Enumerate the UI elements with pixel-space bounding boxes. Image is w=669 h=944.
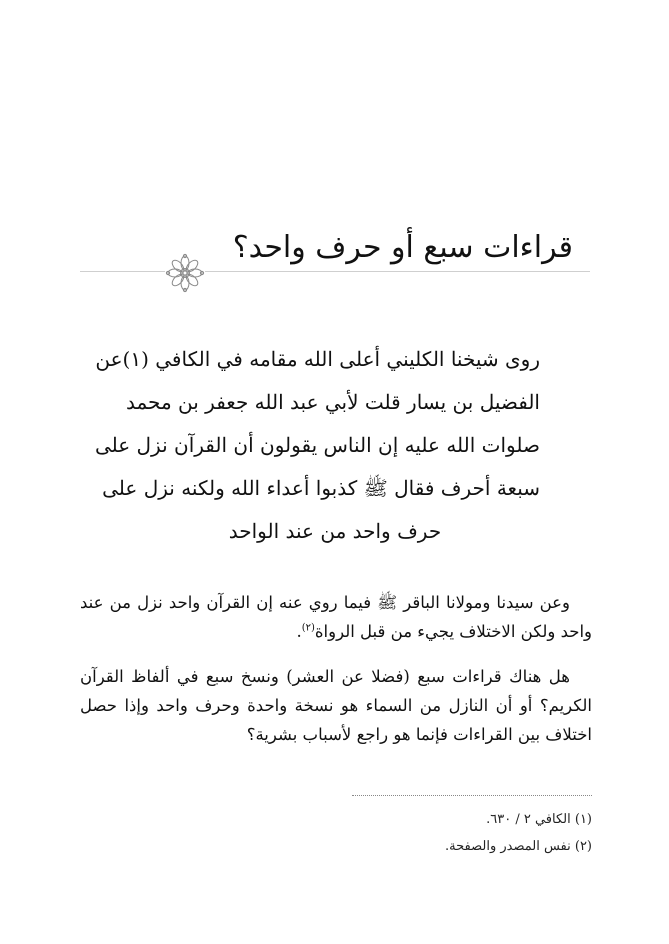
hadith-line: صلوات الله عليه إن الناس يقولون أن القرآن نزل على <box>94 433 540 457</box>
footnotes <box>300 806 592 860</box>
body-paragraph: هل هناك قراءات سبع (فضلا عن العشر) ونسخ سبع في ألفاظ القرآن الكريم؟ أو أن النازل من السماء هو نسخة واحدة وحرف واحد وإذا حصل اختلاف بين القراءات فإنما هو راجع لأسباب بشرية؟ <box>80 667 592 744</box>
chapter-title: قراءات سبع أو حرف واحد؟ <box>232 230 573 265</box>
paragraph-end-mark: . <box>296 622 302 641</box>
hadith-line: الفضيل بن يسار قلت لأبي عبد الله جعفر بن محمد <box>125 390 540 414</box>
title-divider <box>80 271 590 272</box>
body-paragraph <box>80 588 592 646</box>
paragraph-text: وعن سيدنا ومولانا الباقر ﷺ فيما روي عنه إن القرآن واحد نزل من عند واحد ولكن الاختلاف يجيء من قبل الرواة <box>80 593 592 641</box>
hadith-line: سبعة أحرف فقال ﷺ كذبوا أعداء الله ولكنه نزل على <box>102 476 540 500</box>
floral-ornament-icon <box>165 253 205 293</box>
hadith-quote <box>94 338 540 553</box>
footnote-reference[interactable]: (٢) <box>301 622 315 634</box>
hadith-line: روى شيخنا الكليني أعلى الله مقامه في الكافي (١)عن <box>95 347 540 371</box>
footnote-item: (١) الكافي ٢ / ٦٣٠. <box>486 812 592 827</box>
footnote-item: (٢) نفس المصدر والصفحة. <box>445 839 592 854</box>
hadith-line: حرف واحد من عند الواحد <box>228 519 442 543</box>
footnote-divider <box>352 795 592 796</box>
